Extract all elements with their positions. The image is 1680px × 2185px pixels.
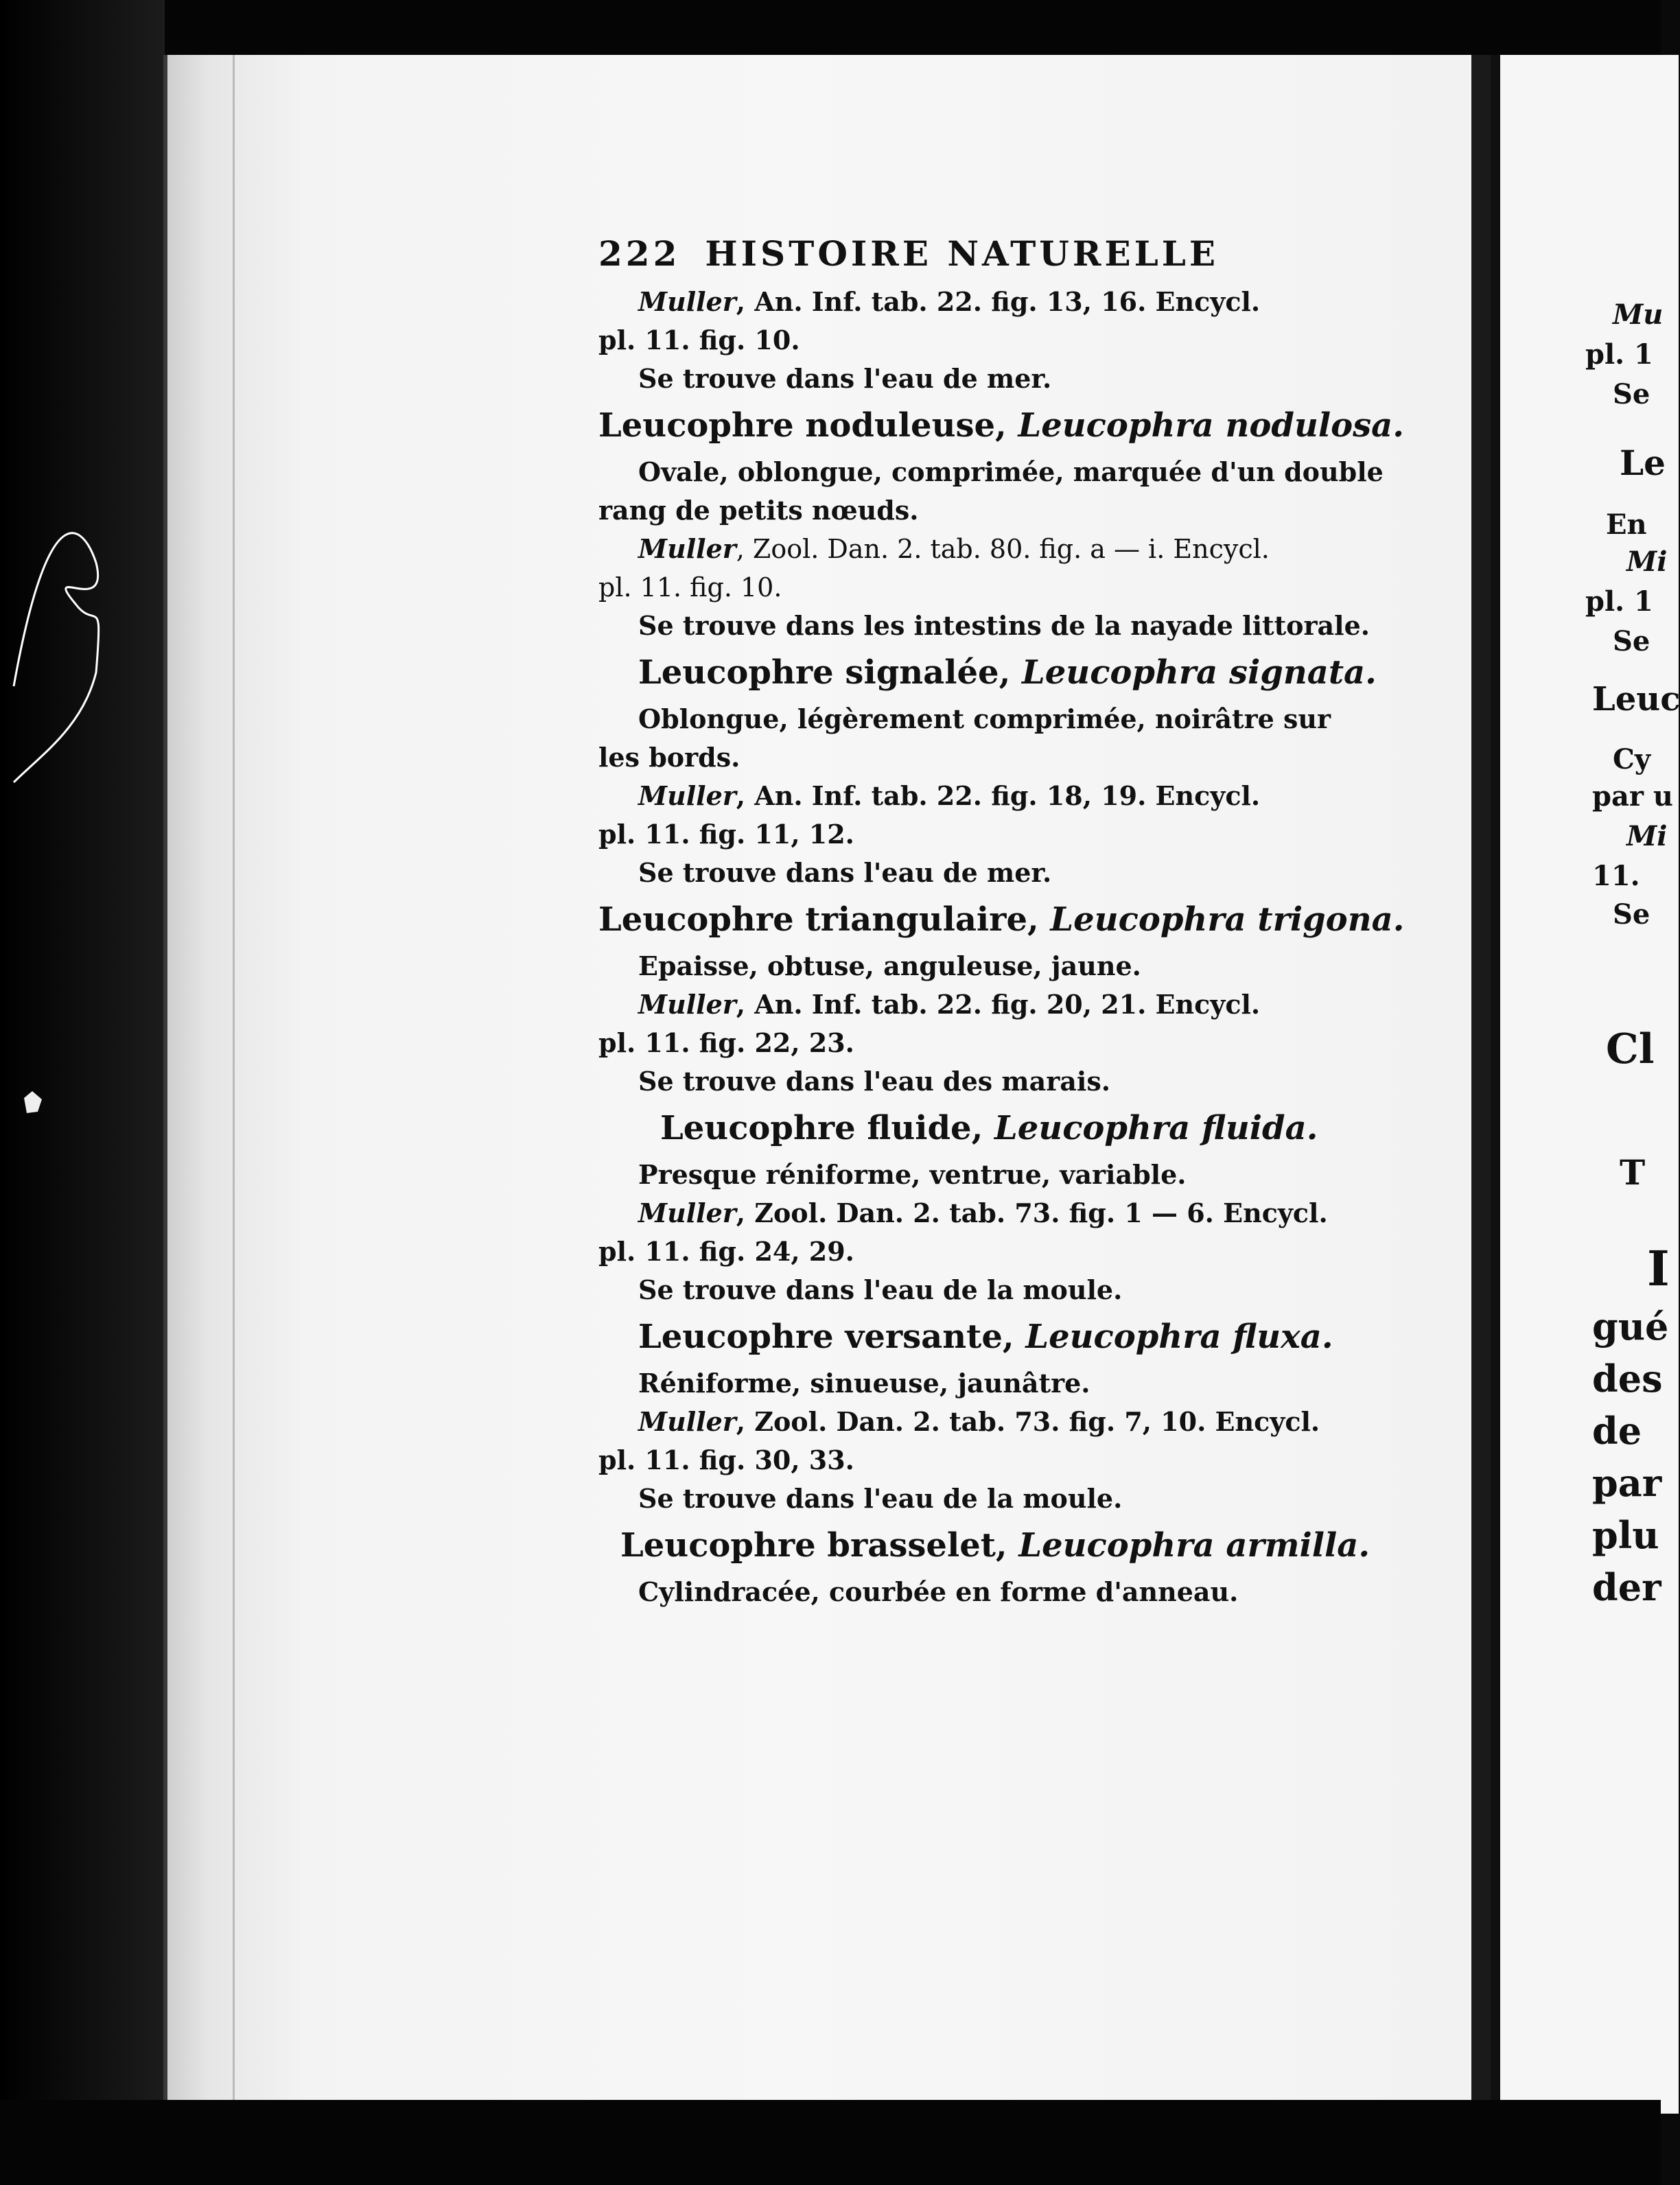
fragment: gué <box>1592 1305 1669 1348</box>
fragment: 11. <box>1592 860 1640 892</box>
description-line: Cylindracée, courbée en forme d'anneau. <box>638 1576 1239 1607</box>
fragment: En <box>1606 509 1647 541</box>
description-line: Presque réniforme, ventrue, variable. <box>638 1159 1187 1190</box>
reference-line: pl. 11. fig. 10. <box>598 325 800 355</box>
fragment: Mi <box>1626 546 1668 578</box>
running-title: HISTOIRE NATURELLE <box>705 233 1219 274</box>
page-number: 222 <box>598 233 681 274</box>
species-heading: Leucophre signalée, Leucophra signata. <box>638 653 1377 692</box>
thread-fiber <box>0 0 165 2185</box>
habitat-line: Se trouve dans l'eau de mer. <box>638 363 1052 394</box>
fragment: Se <box>1613 898 1650 931</box>
species-heading: Leucophre noduleuse, Leucophra nodulosa. <box>598 406 1404 445</box>
reference-line: Muller, Zool. Dan. 2. tab. 80. fig. a — i. Encycl. <box>638 533 1270 564</box>
book-gutter <box>1471 55 1491 2141</box>
fragment: de <box>1592 1409 1642 1453</box>
fragment: par u <box>1592 780 1673 813</box>
species-heading: Leucophre fluide, Leucophra fluida. <box>660 1109 1318 1147</box>
fragment: pl. 1 <box>1585 338 1653 371</box>
fragment: Leuc <box>1592 680 1680 718</box>
fragment: Mi <box>1626 820 1668 852</box>
fragment: Cy <box>1613 743 1651 775</box>
description-line: Réniforme, sinueuse, jaunâtre. <box>638 1368 1090 1399</box>
scan-border-top <box>0 0 1661 55</box>
description-line: Epaisse, obtuse, anguleuse, jaune. <box>638 950 1141 981</box>
fragment: der <box>1592 1565 1661 1609</box>
fragment: des <box>1592 1357 1663 1401</box>
reference-line: Muller, An. Inf. tab. 22. fig. 13, 16. Encycl. <box>638 286 1261 317</box>
habitat-line: Se trouve dans les intestins de la nayade littorale. <box>638 610 1370 641</box>
fragment: Se <box>1613 378 1650 410</box>
species-heading: Leucophre versante, Leucophra fluxa. <box>638 1318 1333 1356</box>
reference-line: pl. 11. fig. 22, 23. <box>598 1027 854 1058</box>
reference-line: Muller, An. Inf. tab. 22. fig. 18, 19. Encycl. <box>638 780 1261 811</box>
fragment: I <box>1647 1240 1670 1297</box>
description-line: Ovale, oblongue, comprimée, marquée d'un double <box>638 456 1384 487</box>
reference-line: Muller, An. Inf. tab. 22. fig. 20, 21. Encycl. <box>638 989 1261 1020</box>
fragment: par <box>1592 1461 1662 1505</box>
fragment: Mu <box>1613 299 1664 331</box>
habitat-line: Se trouve dans l'eau des marais. <box>638 1066 1110 1097</box>
fragment: Se <box>1613 625 1650 657</box>
reference-line: pl. 11. fig. 30, 33. <box>598 1445 854 1475</box>
scan-border-bottom <box>0 2100 1661 2185</box>
habitat-line: Se trouve dans l'eau de mer. <box>638 857 1052 888</box>
habitat-line: Se trouve dans l'eau de la moule. <box>638 1274 1123 1305</box>
reference-line: pl. 11. fig. 24, 29. <box>598 1236 854 1267</box>
species-heading: Leucophre brasselet, Leucophra armilla. <box>620 1526 1370 1565</box>
description-line: Oblongue, légèrement comprimée, noirâtre sur <box>638 703 1331 734</box>
running-head <box>598 233 1395 283</box>
reference-line: Muller, Zool. Dan. 2. tab. 73. fig. 7, 10. Encycl. <box>638 1406 1320 1437</box>
reference-line: pl. 11. fig. 11, 12. <box>598 819 854 850</box>
fragment: plu <box>1592 1513 1659 1557</box>
page-text <box>598 233 1405 1611</box>
habitat-line: Se trouve dans l'eau de la moule. <box>638 1483 1123 1514</box>
fragment: T <box>1620 1152 1646 1193</box>
description-line: les bords. <box>598 742 740 773</box>
fragment: Cl <box>1606 1025 1655 1073</box>
reference-line: pl. 11. fig. 10. <box>598 572 782 603</box>
fragment: Le <box>1620 443 1666 483</box>
fragment: pl. 1 <box>1585 585 1653 618</box>
description-line: rang de petits nœuds. <box>598 495 919 526</box>
species-heading: Leucophre triangulaire, Leucophra trigona. <box>598 900 1405 939</box>
page-fold-edge <box>233 55 235 2100</box>
reference-line: Muller, Zool. Dan. 2. tab. 73. fig. 1 — 6. Encycl. <box>638 1197 1328 1228</box>
